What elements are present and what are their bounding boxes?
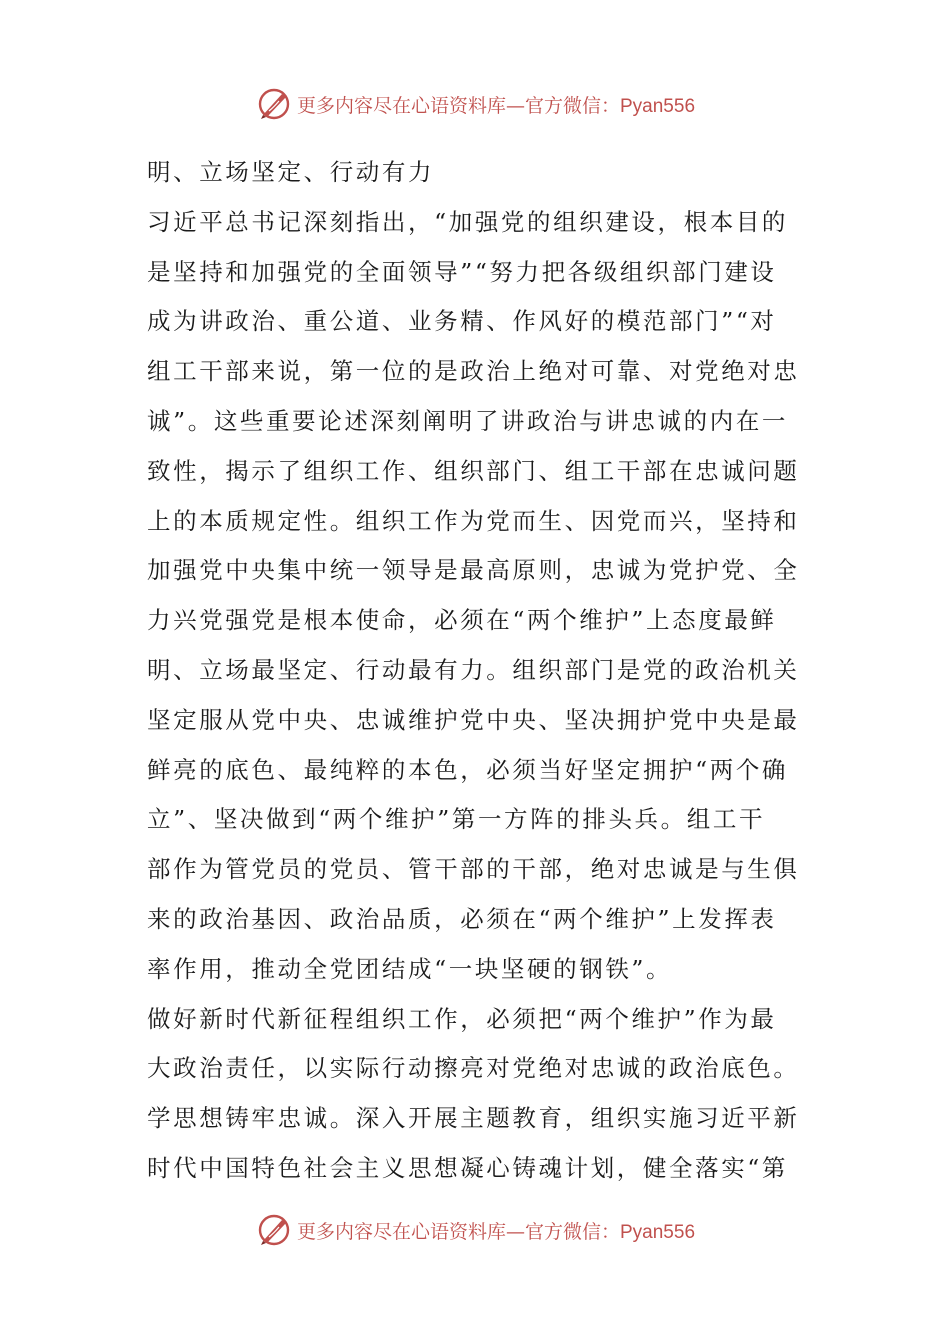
text-line: 上的本质规定性。组织工作为党而生、因党而兴，坚持和 (147, 506, 800, 535)
header-watermark-text: 更多内容尽在心语资料库—官方微信：Pyan556 (296, 94, 696, 117)
text-line: 诚”。这些重要论述深刻阐明了讲政治与讲忠诚的内在一 (147, 406, 789, 435)
text-line: 明、立场最坚定、行动最有力。组织部门是党的政治机关 (147, 655, 800, 684)
text-line: 致性，揭示了组织工作、组织部门、组工干部在忠诚问题 (147, 456, 800, 485)
text-line: 来的政治基因、政治品质，必须在“两个维护”上发挥表 (147, 904, 777, 933)
wechat-id: Pyan556 (620, 1221, 696, 1243)
text-line: 力兴党强党是根本使命，必须在“两个维护”上态度最鲜 (147, 606, 777, 635)
wechat-id: Pyan556 (620, 95, 696, 117)
text-line: 做好新时代新征程组织工作，必须把“两个维护”作为最 (147, 1004, 777, 1033)
pen-logo-icon (255, 1211, 293, 1249)
pen-logo-icon (255, 85, 293, 123)
text-line: 明、立场坚定、行动有力 (147, 158, 435, 186)
text-line: 立”、坚决做到“两个维护”第一方阵的排头兵。组工干 (147, 805, 766, 834)
header-watermark-banner (0, 82, 950, 126)
text-line: 部作为管党员的党员、管干部的干部，绝对忠诚是与生俱 (147, 855, 800, 884)
text-line: 坚定服从党中央、忠诚维护党中央、坚决拥护党中央是最 (147, 705, 800, 734)
text-line: 是坚持和加强党的全面领导”“努力把各级组织部门建设 (147, 257, 777, 286)
text-line: 组工干部来说，第一位的是政治上绝对可靠、对党绝对忠 (147, 357, 800, 386)
text-line: 学思想铸牢忠诚。深入开展主题教育，组织实施习近平新 (147, 1104, 800, 1133)
text-line: 加强党中央集中统一领导是最高原则，忠诚为党护党、全 (147, 556, 800, 585)
text-line: 习近平总书记深刻指出，“加强党的组织建设，根本目的 (147, 207, 789, 236)
text-line: 时代中国特色社会主义思想凝心铸魂计划，健全落实“第 (147, 1153, 789, 1182)
footer-watermark-text: 更多内容尽在心语资料库—官方微信：Pyan556 (296, 1220, 696, 1243)
document-body (147, 148, 809, 1194)
text-line: 大政治责任，以实际行动擦亮对党绝对忠诚的政治底色。 (147, 1054, 800, 1083)
text-line: 成为讲政治、重公道、业务精、作风好的模范部门”“对 (147, 307, 777, 336)
text-line: 鲜亮的底色、最纯粹的本色，必须当好坚定拥护“两个确 (147, 755, 789, 784)
text-line: 率作用，推动全党团结成“一块坚硬的钢铁”。 (147, 954, 673, 983)
footer-watermark-banner (0, 1208, 950, 1252)
